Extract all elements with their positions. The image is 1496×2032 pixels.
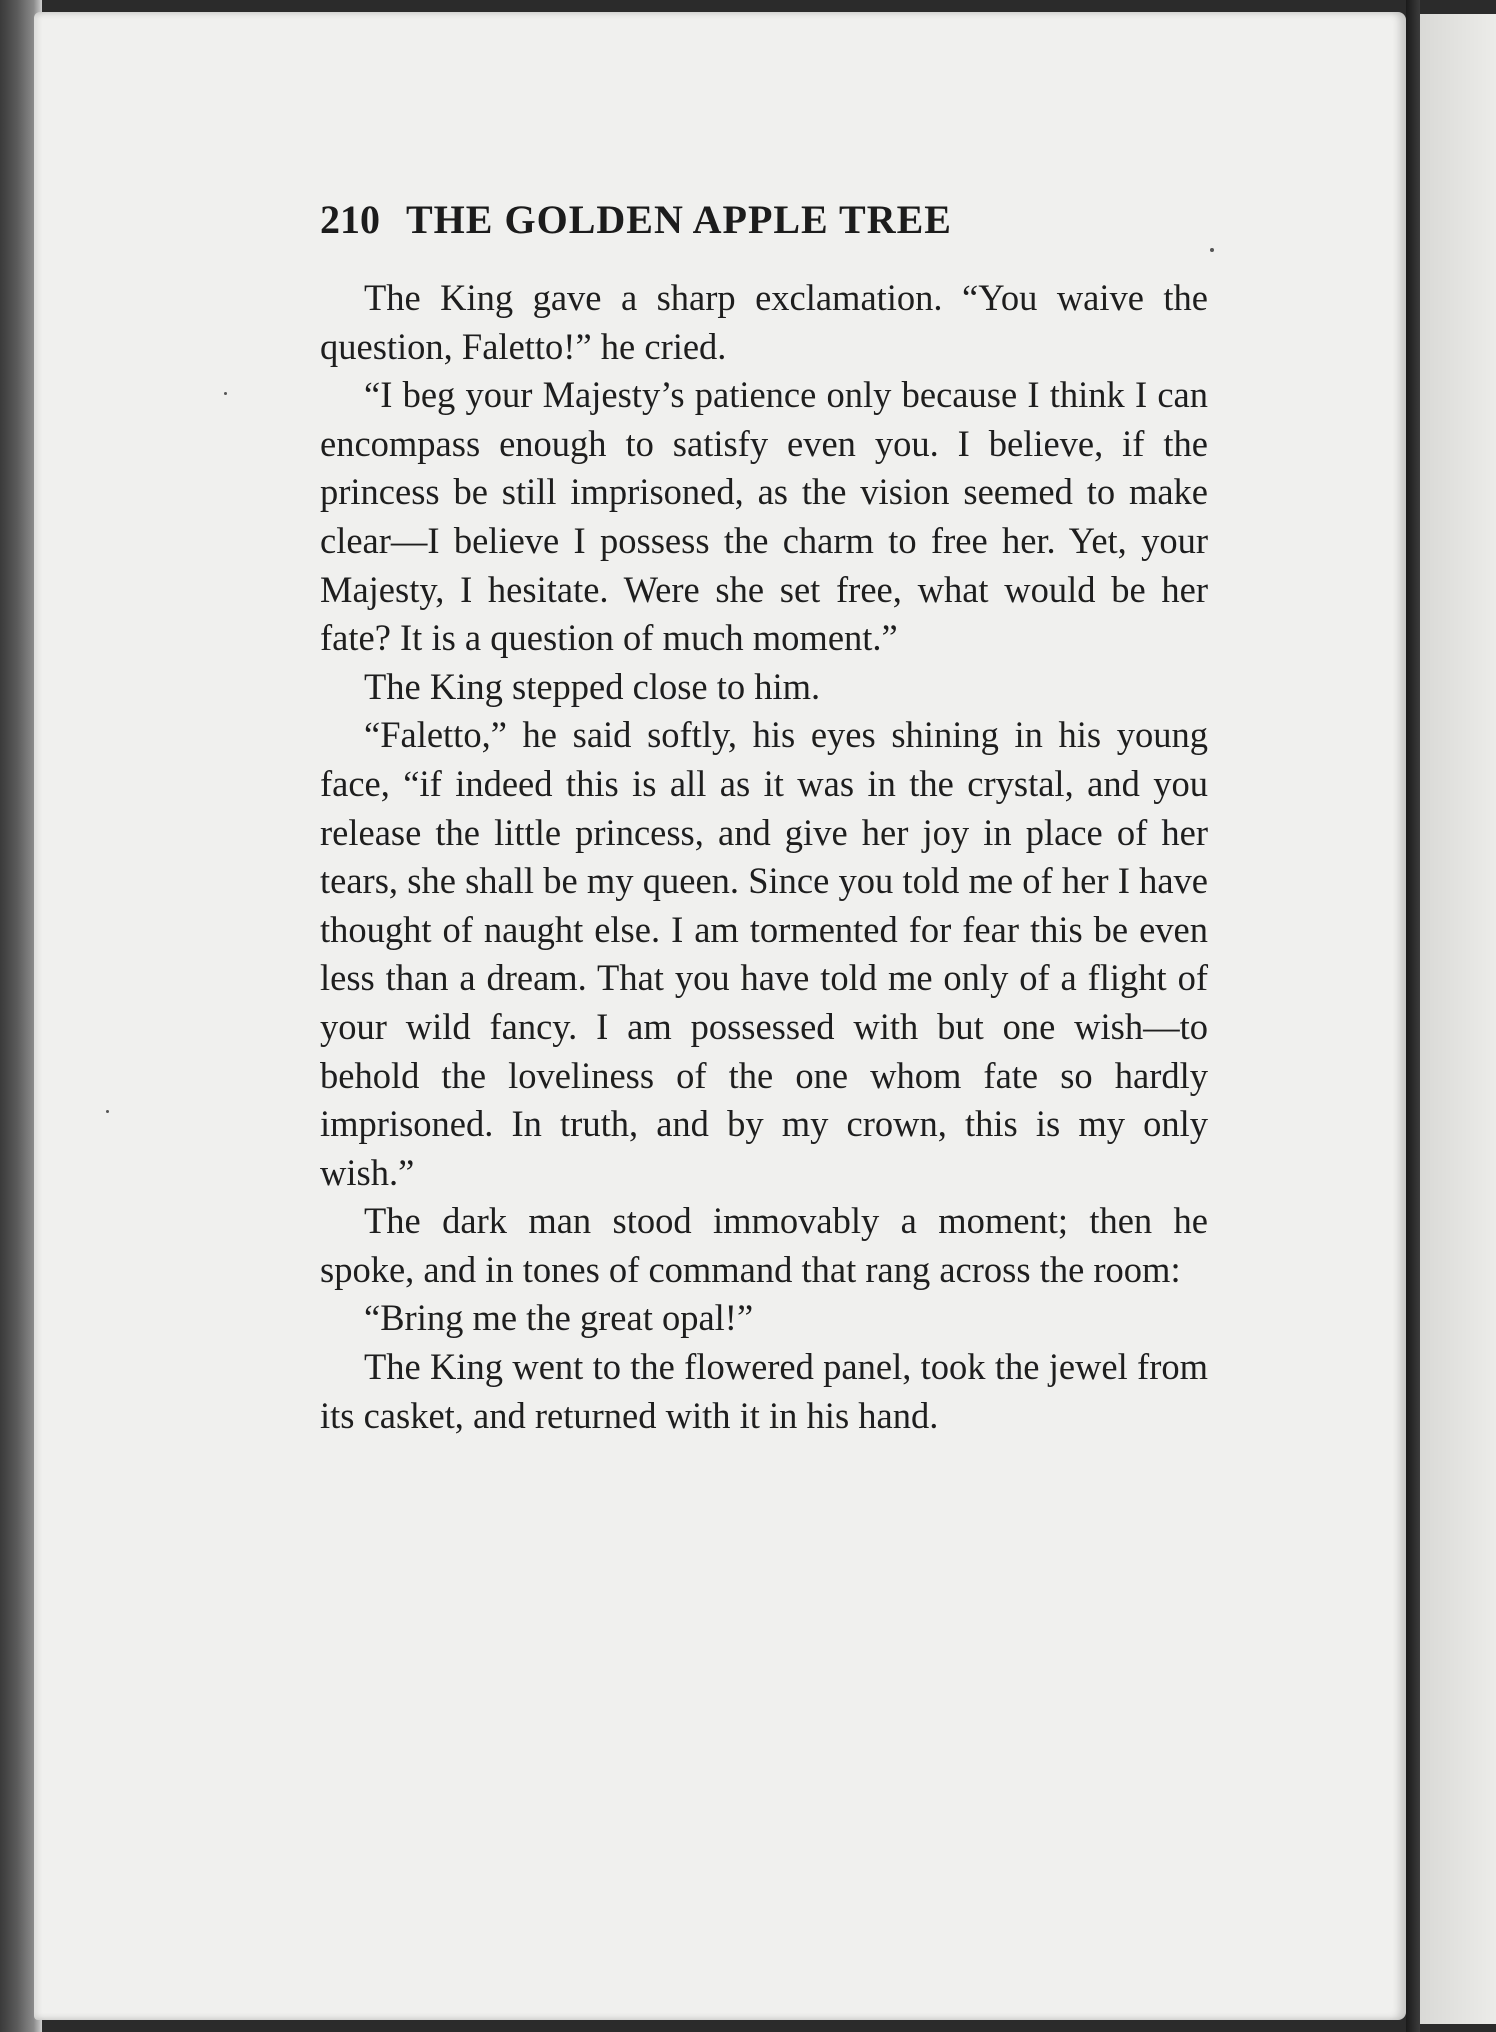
page-number: 210 bbox=[320, 197, 380, 242]
paragraph: The King gave a sharp exclamation. “You waive the question, Faletto!” he cried. bbox=[320, 277, 1208, 367]
running-head-title: THE GOLDEN APPLE TREE bbox=[406, 197, 952, 242]
paragraph: “Bring me the great opal!” bbox=[364, 1297, 754, 1339]
paragraph: “Faletto,” he said softly, his eyes shining in his young face, “if indeed this is all as it was in the crystal, and you release the little princess, and give her joy in place of her tears, she shall be my queen. Since you told me of her I have thought of naught else. I am tormented for fear this be even less than a dream. That you have told me only of a flight of your wild fancy. I am possessed with but one wish—to behold the loveliness of the one whom fate so hardly imprisoned. In truth, and by my crown, this is my only wish.” bbox=[320, 714, 1208, 1193]
print-speck bbox=[1210, 248, 1214, 252]
book-gutter bbox=[1406, 0, 1420, 2032]
paragraph: The dark man stood immovably a moment; then he spoke, and in tones of command that rang across the room: bbox=[320, 1200, 1208, 1290]
paragraph: The King stepped close to him. bbox=[364, 665, 821, 707]
print-speck bbox=[224, 392, 227, 395]
body-text bbox=[320, 274, 1208, 1440]
print-speck bbox=[106, 1110, 109, 1113]
paragraph: The King went to the flowered panel, took the jewel from its casket, and returned with it in his hand. bbox=[320, 1346, 1208, 1436]
facing-page-edge bbox=[1420, 14, 1496, 2024]
paragraph: “I beg your Majesty’s patience only because I think I can encompass enough to satisfy even you. I believe, if the princess be still imprisoned, as the vision seemed to make clear—I believe I possess the charm to free her. Yet, your Majesty, I hesitate. Were she set free, what would be her fate? It is a question of much moment.” bbox=[320, 374, 1208, 659]
running-header bbox=[320, 196, 1220, 248]
